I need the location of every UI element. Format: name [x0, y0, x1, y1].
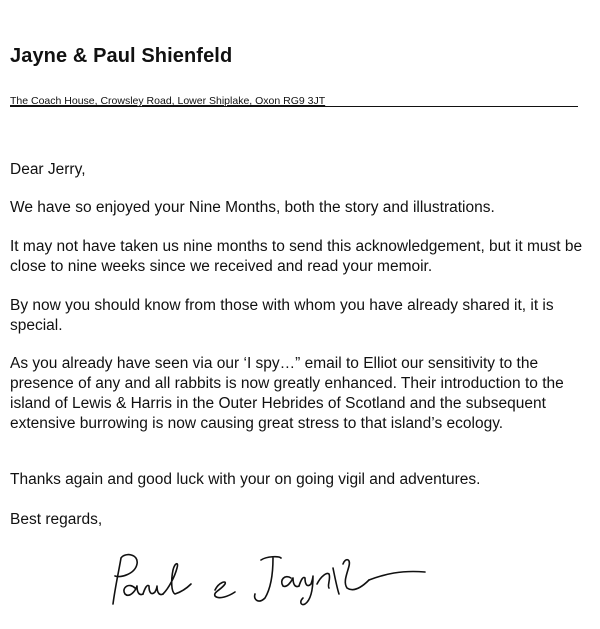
body-paragraph-1: We have so enjoyed your Nine Months, both the story and illustrations.: [10, 199, 495, 216]
body-paragraph-4: As you already have seen via our ‘I spy…” email to Elliot our sensitivity to the presence of any and all rabbits is now greatly enhanced. Their introduction to the island of Lewis & Harris in the Outer Hebrides of Scotland and the subsequent extensive burrowing is now causing great stress to that island’s ecology.: [10, 355, 564, 432]
handwritten-signature: [95, 548, 435, 608]
closing: Best regards,: [10, 511, 103, 528]
letterhead-name: Jayne & Paul Shienfeld: [10, 45, 233, 67]
greeting: Dear Jerry,: [10, 161, 86, 178]
body-paragraph-3: By now you should know from those with whom you have already shared it, it is special.: [10, 297, 554, 334]
body-paragraph-2: It may not have taken us nine months to send this acknowledgement, but it must be close to nine weeks since we received and read your memoir.: [10, 238, 583, 275]
letterhead-address: The Coach House, Crowsley Road, Lower Shiplake, Oxon RG9 3JT: [10, 95, 326, 107]
letterhead-address-rule: [10, 92, 578, 107]
body-paragraph-5: Thanks again and good luck with your on going vigil and adventures.: [10, 471, 481, 488]
